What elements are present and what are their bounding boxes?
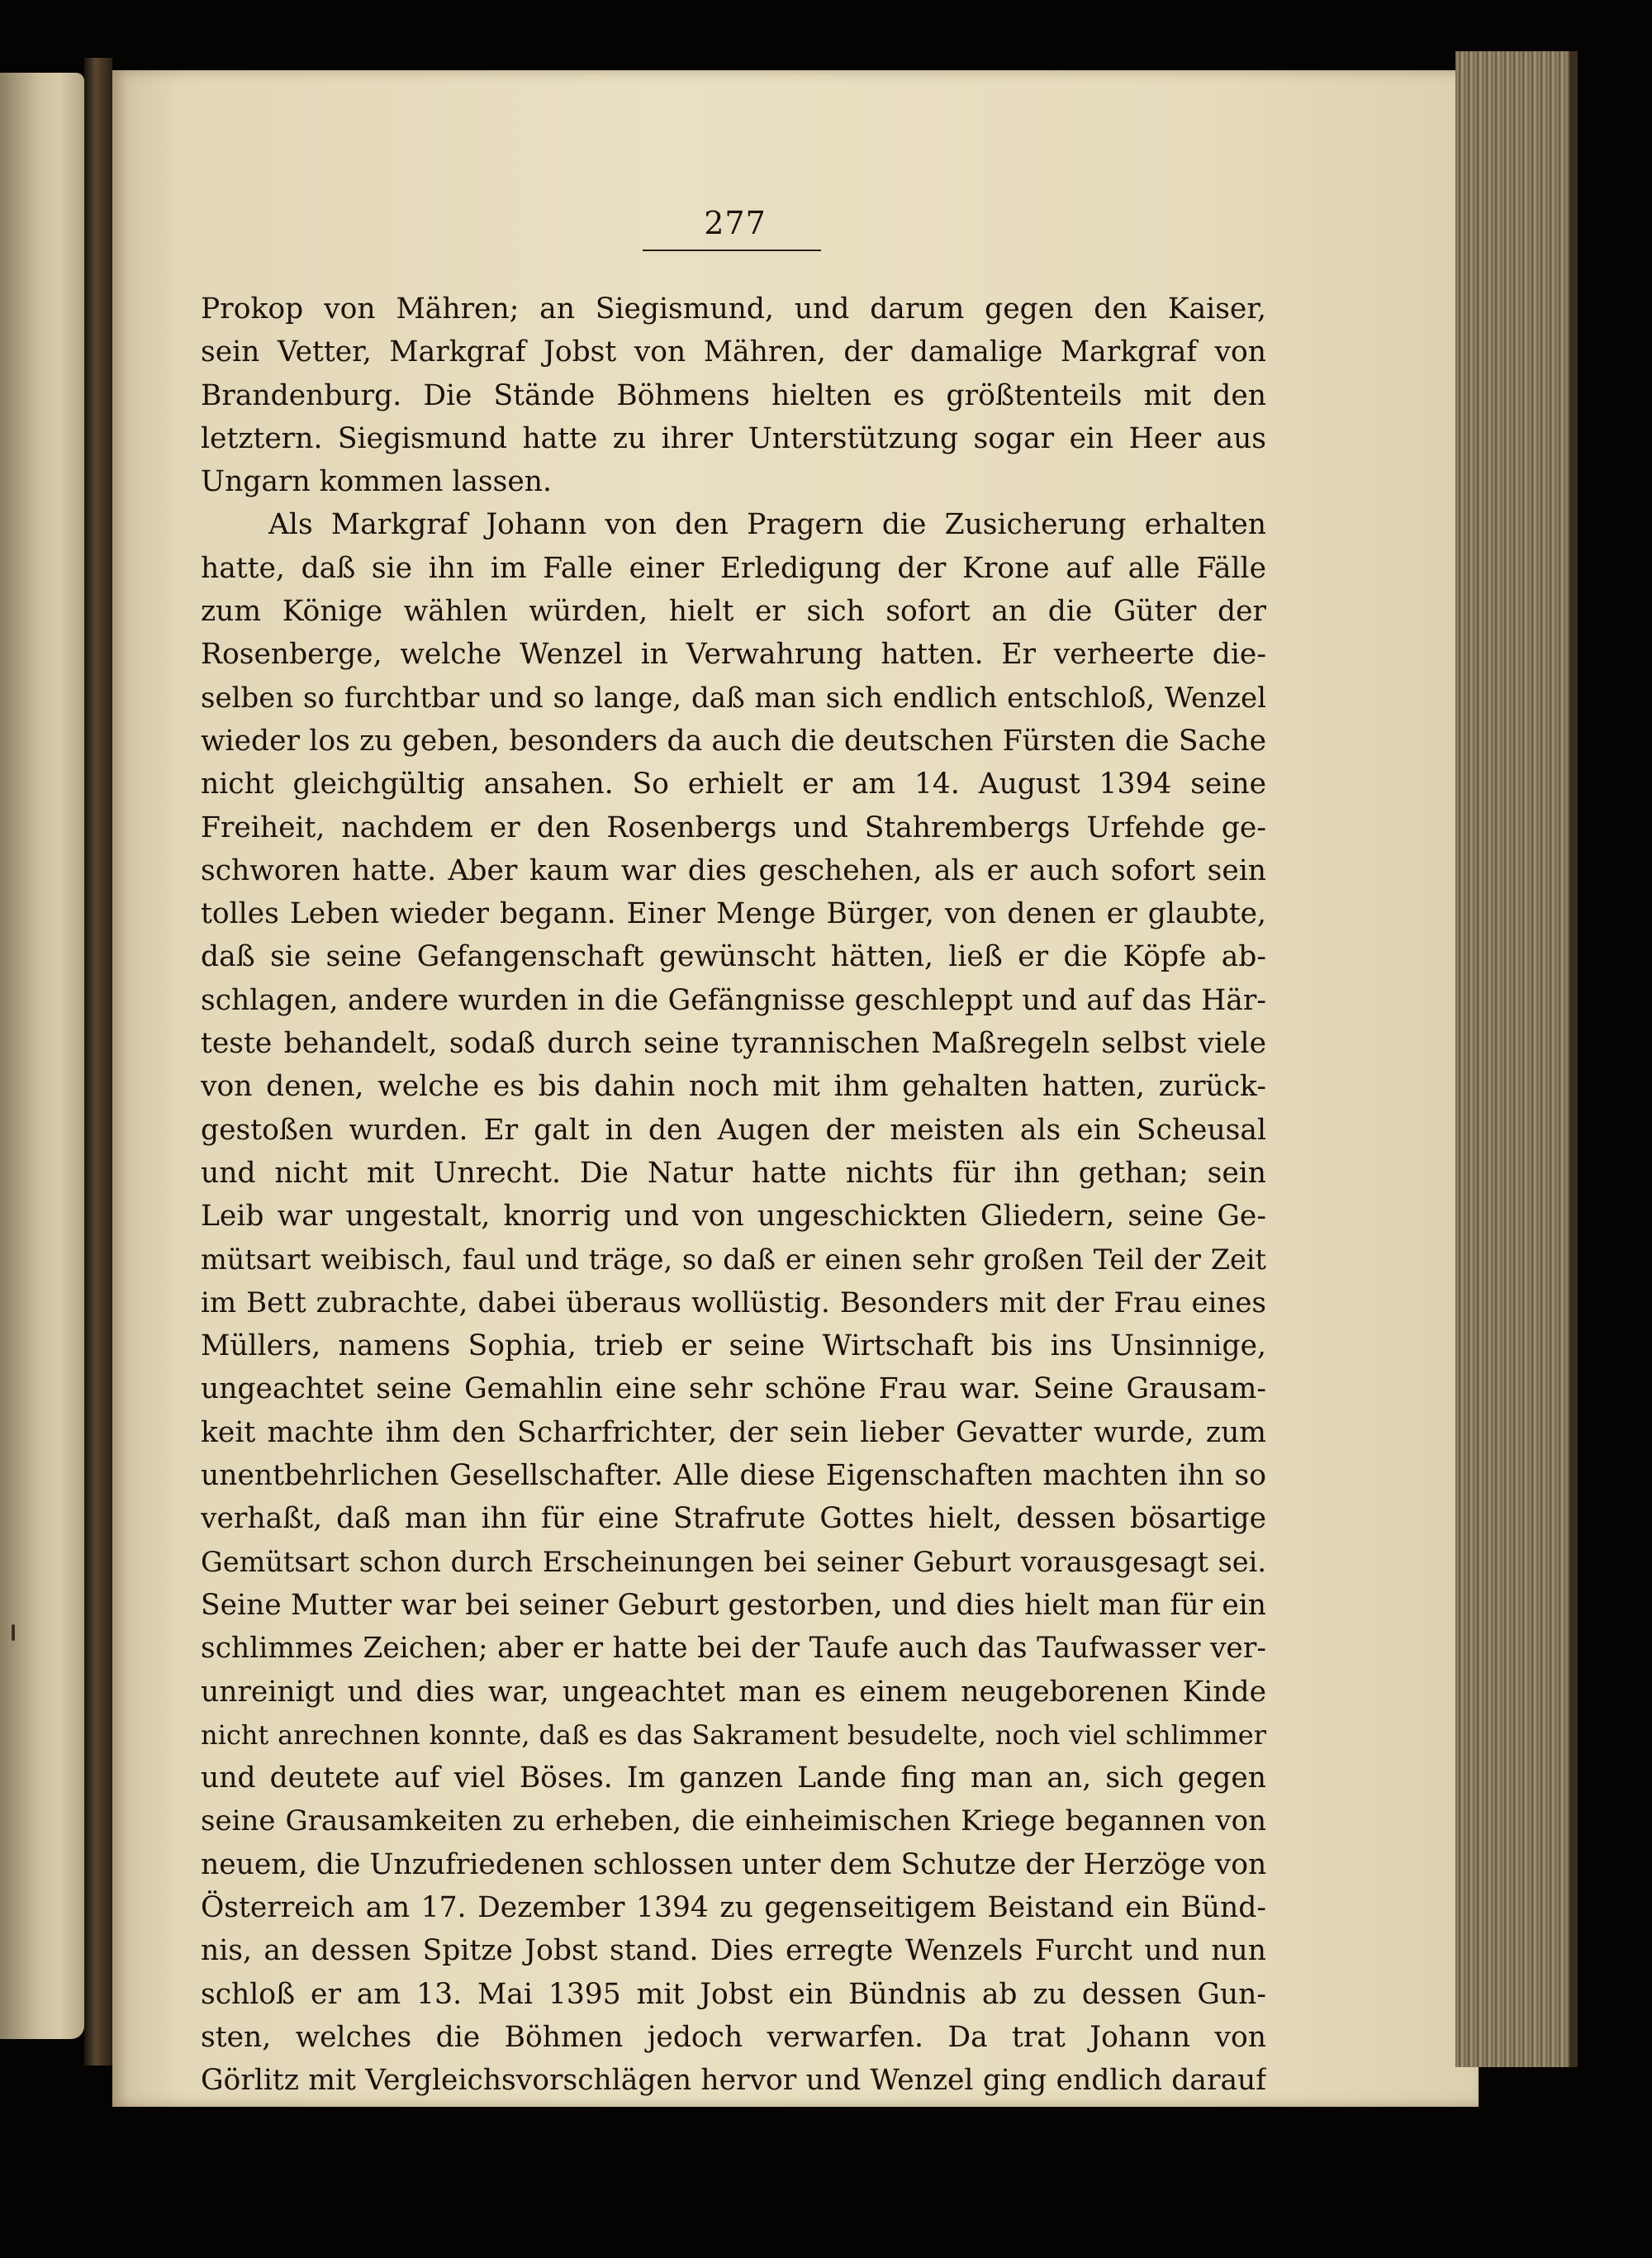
text-line: und nicht mit Unrecht. Die Natur hatte nichts für ihn gethan; sein xyxy=(201,1156,1266,1190)
text-line: daß sie seine Gefangenschaft gewünscht hätten, ließ er die Köpfe ab- xyxy=(201,940,1266,974)
text-line: nicht anrechnen konnte, daß es das Sakrament besudelte, noch viel schlimmer xyxy=(201,1718,1266,1751)
text-line: seine Grausamkeiten zu erheben, die einheimischen Kriege begannen von xyxy=(201,1804,1266,1838)
text-line: nis, an dessen Spitze Jobst stand. Dies erregte Wenzels Furcht und nun xyxy=(201,1934,1266,1968)
text-line: Österreich am 17. Dezember 1394 zu gegenseitigem Beistand ein Bünd- xyxy=(201,1890,1266,1924)
text-line: mütsart weibisch, faul und träge, so daß er einen sehr großen Teil der Zeit xyxy=(201,1243,1266,1276)
page-number-rule xyxy=(643,250,821,251)
page-number: 277 xyxy=(704,205,767,241)
text-line: hatte, daß sie ihn im Falle einer Erledigung der Krone auf alle Fälle xyxy=(201,551,1266,585)
text-line: Müllers, namens Sophia, trieb er seine Wirtschaft bis ins Unsinnige, xyxy=(201,1329,1266,1363)
text-line: Freiheit, nachdem er den Rosenbergs und Stahrembergs Urfehde ge- xyxy=(201,811,1266,844)
text-line: selben so furchtbar und so lange, daß man sich endlich entschloß, Wenzel xyxy=(201,681,1266,715)
text-line: Prokop von Mähren; an Siegismund, und darum gegen den Kaiser, xyxy=(201,292,1266,326)
text-line: nicht gleichgültig ansahen. So erhielt er am 14. August 1394 seine xyxy=(201,768,1266,801)
page-stack-edge xyxy=(1455,51,1578,2067)
text-line: schloß er am 13. Mai 1395 mit Jobst ein Bündnis ab zu dessen Gun- xyxy=(201,1977,1266,2011)
left-page-edge xyxy=(0,73,84,2039)
text-line: neuem, die Unzufriedenen schlossen unter dem Schutze der Herzöge von xyxy=(201,1847,1266,1881)
text-line: Ungarn kommen lassen. xyxy=(201,465,552,499)
text-line: unentbehrlichen Gesellschafter. Alle diese Eigenschaften machten ihn so xyxy=(201,1459,1266,1493)
text-line: Leib war ungestalt, knorrig und von ungeschickten Gliedern, seine Ge- xyxy=(201,1200,1266,1234)
text-line: Gemütsart schon durch Erscheinungen bei seiner Geburt vorausgesagt sei. xyxy=(201,1545,1266,1578)
text-line: keit machte ihm den Scharfrichter, der sein lieber Gevatter wurde, zum xyxy=(201,1415,1266,1449)
text-line: schworen hatte. Aber kaum war dies geschehen, als er auch sofort sein xyxy=(201,853,1266,887)
text-line: im Bett zubrachte, dabei überaus wollüstig. Besonders mit der Frau eines xyxy=(201,1286,1266,1319)
text-line: unreinigt und dies war, ungeachtet man es einem neugeborenen Kinde xyxy=(201,1675,1266,1709)
text-line: und deutete auf viel Böses. Im ganzen Lande fing man an, sich gegen xyxy=(201,1761,1266,1795)
text-line: Görlitz mit Vergleichsvorschlägen hervor und Wenzel ging endlich darauf xyxy=(201,2064,1266,2098)
margin-mark xyxy=(12,1624,15,1641)
text-line: ungeachtet seine Gemahlin eine sehr schöne Frau war. Seine Grausam- xyxy=(201,1372,1266,1406)
text-line: Als Markgraf Johann von den Pragern die Zusicherung erhalten xyxy=(268,508,1266,542)
text-line: Rosenberge, welche Wenzel in Verwahrung hatten. Er verheerte die- xyxy=(201,638,1266,672)
text-line: zum Könige wählen würden, hielt er sich sofort an die Güter der xyxy=(201,595,1266,629)
text-line: letztern. Siegismund hatte zu ihrer Unterstützung sogar ein Heer aus xyxy=(201,421,1266,455)
text-line: schlimmes Zeichen; aber er hatte bei der Taufe auch das Taufwasser ver- xyxy=(201,1632,1266,1666)
text-line: Brandenburg. Die Stände Böhmens hielten es größtenteils mit den xyxy=(201,378,1266,412)
text-line: verhaßt, daß man ihn für eine Strafrute Gottes hielt, dessen bösartige xyxy=(201,1502,1266,1536)
text-line: tolles Leben wieder begann. Einer Menge Bürger, von denen er glaubte, xyxy=(201,897,1266,931)
body-text xyxy=(201,288,1266,2102)
text-line: Seine Mutter war bei seiner Geburt gestorben, und dies hielt man für ein xyxy=(201,1588,1266,1622)
text-line: teste behandelt, sodaß durch seine tyrannischen Maßregeln selbst viele xyxy=(201,1027,1266,1061)
text-line: schlagen, andere wurden in die Gefängnisse geschleppt und auf das Här- xyxy=(201,983,1266,1017)
book-gutter xyxy=(84,58,112,2065)
text-line: gestoßen wurden. Er galt in den Augen der meisten als ein Scheusal xyxy=(201,1113,1266,1147)
text-line: wieder los zu geben, besonders da auch die deutschen Fürsten die Sache xyxy=(201,724,1266,758)
text-line: sten, welches die Böhmen jedoch verwarfen. Da trat Johann von xyxy=(201,2020,1266,2054)
text-line: von denen, welche es bis dahin noch mit ihm gehalten hatten, zurück- xyxy=(201,1070,1266,1104)
text-line: sein Vetter, Markgraf Jobst von Mähren, der damalige Markgraf von xyxy=(201,335,1266,369)
